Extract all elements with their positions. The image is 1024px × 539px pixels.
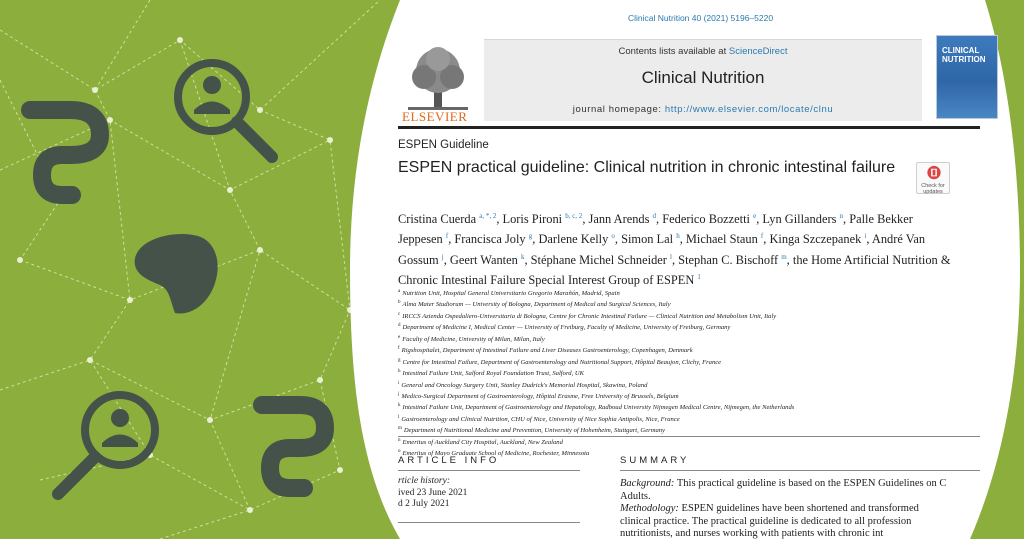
affiliation-mark: d xyxy=(398,323,401,329)
journal-info-box xyxy=(484,39,922,121)
author-entry xyxy=(531,253,679,267)
author-affiliation-mark[interactable]: l xyxy=(670,252,672,261)
affiliation-item xyxy=(398,344,968,355)
affiliation-text: Nutrition Unit, Hospital General Universitario Gregorio Marañón, Madrid, Spain xyxy=(402,290,620,298)
affiliation-mark: i xyxy=(398,380,400,386)
summary-text xyxy=(620,478,1000,539)
author-affiliation-mark[interactable]: e xyxy=(753,212,757,220)
journal-masthead xyxy=(398,35,986,127)
affiliation-mark: e xyxy=(398,334,401,340)
crossmark-icon xyxy=(917,164,951,183)
check-for-updates-button[interactable] xyxy=(916,162,950,194)
affiliation-item xyxy=(398,401,968,412)
author-affiliation-mark[interactable]: k xyxy=(520,252,525,261)
author-entry xyxy=(762,212,849,226)
author-entry xyxy=(454,232,538,246)
affiliation-item xyxy=(398,298,968,309)
contents-prefix: Contents lists available at xyxy=(618,46,729,57)
author-name[interactable]: Lyn Gillanders xyxy=(762,212,837,227)
affiliation-item xyxy=(398,379,968,390)
author-separator: , xyxy=(524,252,531,267)
affiliation-mark: k xyxy=(398,403,401,409)
summary-background-cont: Adults. xyxy=(620,490,651,502)
affiliation-text: Department of Nutritional Medicine and Prevention, University of Hohenheim, Stuttgart, Germany xyxy=(403,427,665,435)
accepted-date: d 2 July 2021 xyxy=(398,499,450,509)
author-separator: , xyxy=(756,212,763,227)
author-separator: , xyxy=(443,252,450,267)
affiliation-item xyxy=(398,287,968,298)
author-name[interactable]: Kinga Szczepanek xyxy=(769,232,862,247)
author-separator: , xyxy=(582,212,589,227)
author-name[interactable]: André Van Gossum xyxy=(398,232,926,267)
cover-title xyxy=(942,46,986,64)
received-date: ived 23 June 2021 xyxy=(398,487,468,498)
author-entry xyxy=(503,212,589,226)
affiliation-item xyxy=(398,390,968,401)
author-entry xyxy=(769,232,871,246)
author-separator: , xyxy=(843,212,850,227)
author-separator: , xyxy=(786,252,793,267)
affiliation-mark: f xyxy=(398,346,400,352)
author-separator: , xyxy=(614,232,622,247)
affiliation-item xyxy=(398,310,968,321)
affiliation-mark: g xyxy=(398,357,401,363)
article-section-label: ESPEN Guideline xyxy=(398,139,489,151)
author-separator: , xyxy=(656,212,663,227)
author-affiliation-mark[interactable]: h xyxy=(676,232,680,241)
author-name[interactable]: Michael Staun xyxy=(685,232,758,247)
affiliation-mark: a xyxy=(398,289,401,294)
summary-methodology xyxy=(620,503,1000,516)
author-entry xyxy=(538,232,621,246)
author-name[interactable]: Loris Pironi xyxy=(502,212,563,227)
affiliation-text: IRCCS Azienda Ospedaliero-Universitaria di Bologna, Centre for Chronic Intestinal Failure — Clinical Nutrition and Metabolism Unit, Italy xyxy=(402,313,777,321)
affiliation-item xyxy=(398,413,968,424)
author-name[interactable]: Geert Wanten xyxy=(449,252,518,267)
affiliation-text: Medico-Surgical Department of Gastroenterology, Hôpital Erasme, Free University of Brussels, Belgium xyxy=(401,393,679,401)
homepage-line xyxy=(484,104,922,115)
author-affiliation-mark[interactable]: d xyxy=(652,212,657,220)
affiliation-mark: o xyxy=(398,449,401,455)
author-name[interactable]: Stephan C. Bischoff xyxy=(678,252,779,267)
homepage-prefix: journal homepage: xyxy=(572,104,665,115)
author-entry xyxy=(589,212,663,226)
author-separator: , xyxy=(679,232,686,247)
summary-methodology-cont: clinical practice. The practical guideline is dedicated to all profession xyxy=(620,515,912,527)
author-name[interactable]: Simon Lal xyxy=(621,232,674,247)
affiliation-mark: m xyxy=(398,426,402,432)
affiliation-text: Rigshospitalet, Department of Intestinal Failure and Liver Diseases Gastroenterology, Copenhagen, Denmark xyxy=(401,347,693,355)
background-label: Background: xyxy=(620,478,675,489)
author-separator: , xyxy=(763,232,770,247)
author-name[interactable]: Stéphane Michel Schneider xyxy=(530,252,667,267)
affiliation-item xyxy=(398,321,968,332)
author-affiliation-mark[interactable]: m xyxy=(781,252,787,261)
author-entry xyxy=(621,232,686,246)
summary-heading: SUMMARY xyxy=(620,455,690,466)
author-entry xyxy=(450,253,531,267)
paper-page xyxy=(380,0,1000,539)
affiliation-mark: n xyxy=(398,437,401,443)
author-affiliation-mark[interactable]: a, *, 2 xyxy=(479,212,497,220)
author-affiliation-mark[interactable]: i xyxy=(864,232,867,241)
affiliation-text: Department of Medicine I, Medical Center — University of Freiburg, Faculty of Medicine, University of Freiburg, Germany xyxy=(402,324,731,332)
author-affiliation-mark[interactable]: 1 xyxy=(697,272,701,281)
author-name[interactable]: the Home Artificial Nutrition & Chronic Intestinal Failure Special Interest Group of ESPEN xyxy=(398,252,951,288)
journal-cover-thumbnail[interactable] xyxy=(936,35,998,119)
background-text: This practical guideline is based on the ESPEN Guidelines on C xyxy=(674,478,947,489)
check-for-updates-label: Check for updates xyxy=(921,183,945,195)
methodology-label: Methodology: xyxy=(620,503,679,515)
affiliation-item xyxy=(398,333,968,344)
summary-background xyxy=(620,478,1000,491)
author-separator: , xyxy=(532,232,539,247)
affiliation-text: Emeritus of Auckland City Hospital, Auckland, New Zealand xyxy=(402,438,563,446)
author-entry xyxy=(662,212,762,226)
affiliation-text: Emeritus of Mayo Graduate School of Medicine, Rochester, Minnesota xyxy=(402,450,590,458)
affiliation-text: Intestinal Failure Unit, Salford Royal Foundation Trust, Salford, UK xyxy=(402,370,585,378)
affiliation-mark: j xyxy=(398,391,400,397)
affiliation-item xyxy=(398,424,968,435)
affiliation-mark: l xyxy=(398,414,400,420)
sciencedirect-link[interactable]: ScienceDirect xyxy=(728,46,788,57)
author-name[interactable]: Cristina Cuerda xyxy=(398,212,477,227)
author-list xyxy=(398,208,958,289)
author-affiliation-mark[interactable]: f xyxy=(445,232,449,241)
author-affiliation-mark[interactable]: b, c, 2 xyxy=(565,212,583,220)
article-history xyxy=(398,476,467,511)
affiliation-item xyxy=(398,367,968,378)
affiliation-text: Centre for Intestinal Failure, Department of Gastroenterology and Nutritional Support, Hôpital Beaujon, Clichy, France xyxy=(402,358,722,366)
author-name[interactable]: Francisca Joly xyxy=(454,232,526,247)
author-name[interactable]: Darlene Kelly xyxy=(538,232,609,247)
affiliation-list xyxy=(398,287,968,459)
affiliation-mark: b xyxy=(398,300,401,306)
affiliation-mark: c xyxy=(398,311,401,317)
author-name[interactable]: Jann Arends xyxy=(588,212,650,227)
affiliation-text: Faculty of Medicine, University of Milan, Milan, Italy xyxy=(402,335,545,343)
section-divider xyxy=(398,436,980,437)
affiliation-item xyxy=(398,356,968,367)
masthead-rule xyxy=(398,126,980,129)
author-affiliation-mark[interactable]: j xyxy=(441,252,444,261)
article-info-rule xyxy=(398,470,580,471)
author-affiliation-mark[interactable]: o xyxy=(611,232,615,241)
affiliation-mark: h xyxy=(398,369,401,375)
author-affiliation-mark[interactable]: n xyxy=(839,212,844,220)
article-info-rule-bottom xyxy=(398,522,580,523)
cover-title-line1: CLINICAL xyxy=(942,46,980,55)
journal-name: Clinical Nutrition xyxy=(641,68,765,87)
author-entry xyxy=(398,212,503,226)
article-info-heading: ARTICLE INFO xyxy=(398,455,500,466)
homepage-link[interactable]: http://www.elsevier.com/locate/clnu xyxy=(664,104,834,115)
author-separator: , xyxy=(496,212,503,227)
affiliation-item xyxy=(398,436,968,447)
author-affiliation-mark[interactable]: f xyxy=(760,232,764,241)
author-entry xyxy=(686,232,770,246)
author-affiliation-mark[interactable]: g xyxy=(528,232,533,241)
affiliation-text: General and Oncology Surgery Unit, Stanley Dudrick's Memorial Hospital, Skawina, Poland xyxy=(401,381,648,389)
affiliation-text: Intestinal Failure Unit, Department of Gastroenterology and Hepatology, Radboud University Nijmegen Medical Centre, Nijmegen, the Netherlands xyxy=(402,404,795,412)
article-title: ESPEN practical guideline: Clinical nutrition in chronic intestinal failure xyxy=(398,159,896,176)
author-name[interactable]: Palle Bekker Jeppesen xyxy=(398,212,913,247)
contents-line xyxy=(484,46,922,57)
elsevier-wordmark: ELSEVIER xyxy=(402,109,468,124)
author-separator: , xyxy=(448,232,455,247)
journal-citation: Clinical Nutrition 40 (2021) 5196–5220 xyxy=(628,13,774,23)
history-label: rticle history: xyxy=(398,476,450,486)
affiliation-text: Gastroenterology and Clinical Nutrition, CHU of Nice, University of Nice Sophia Antipolis, Nice, France xyxy=(401,416,680,423)
cover-title-line2: NUTRITION xyxy=(942,55,986,64)
summary-methodology-cont2: nutritionists, and nurses working with patients with chronic int xyxy=(620,528,884,539)
affiliation-text: Alma Mater Studiorum — University of Bologna, Department of Medical and Surgical Sciences, Italy xyxy=(402,301,671,309)
author-name[interactable]: Federico Bozzetti xyxy=(662,212,750,227)
methodology-text: ESPEN guidelines have been shortened and transformed xyxy=(678,503,919,515)
summary-rule xyxy=(620,470,980,471)
author-entry xyxy=(678,253,793,267)
author-separator: , xyxy=(866,232,872,247)
author-separator: , xyxy=(671,252,679,267)
